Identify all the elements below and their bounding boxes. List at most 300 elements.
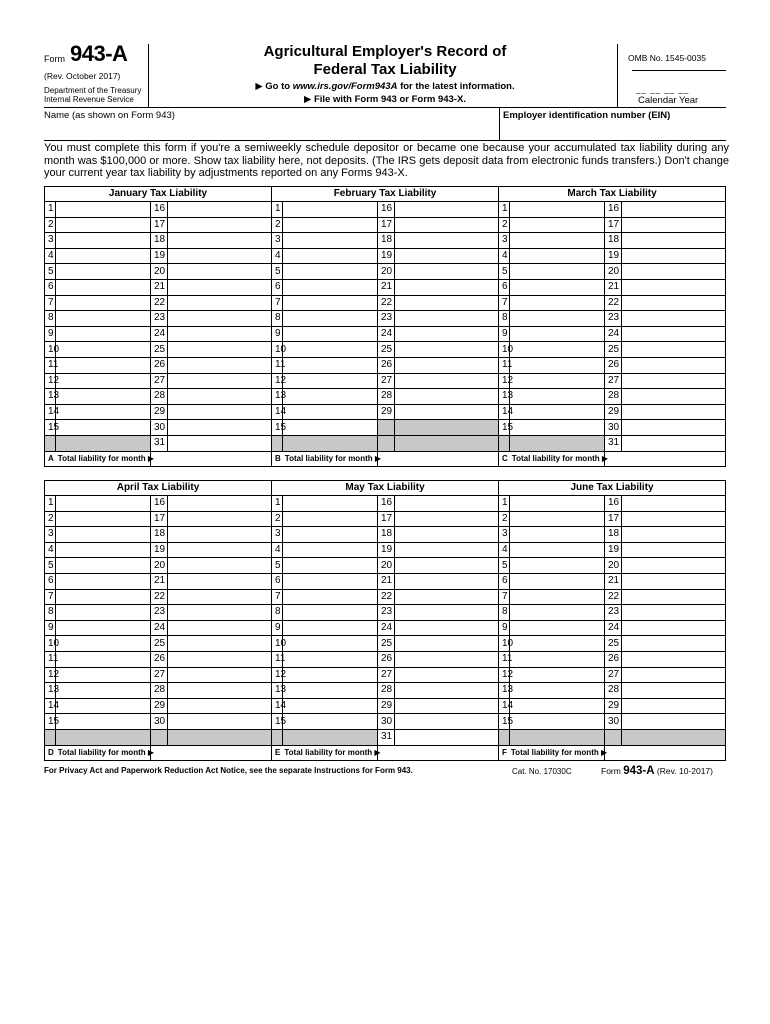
day-amount-field[interactable] [283, 511, 378, 527]
day-amount-field[interactable] [622, 496, 726, 512]
day-amount-field[interactable] [510, 620, 605, 636]
day-amount-field[interactable] [168, 217, 272, 233]
day-amount-field[interactable] [283, 698, 378, 714]
day-amount-field[interactable] [56, 326, 151, 342]
day-amount-field[interactable] [56, 357, 151, 373]
catalog-number: Cat. No. 17030C [512, 767, 572, 776]
day-amount-field[interactable] [622, 573, 726, 589]
total-amount-field[interactable] [378, 451, 499, 467]
day-amount-field[interactable] [622, 389, 726, 405]
day-amount-field[interactable] [168, 342, 272, 358]
day-amount-field[interactable] [283, 542, 378, 558]
day-amount-field[interactable] [395, 217, 499, 233]
day-amount-field[interactable] [168, 636, 272, 652]
day-amount-field[interactable] [510, 511, 605, 527]
day-row [499, 248, 726, 264]
day-number: 5 [45, 558, 56, 574]
day-number: 12 [45, 373, 56, 389]
day-amount-field[interactable] [283, 573, 378, 589]
day-amount-field[interactable] [283, 311, 378, 327]
total-amount-field[interactable] [151, 451, 272, 467]
day-amount-field[interactable] [395, 496, 499, 512]
form-title [200, 43, 570, 79]
total-letter: B [275, 453, 281, 463]
shaded-cell [395, 435, 499, 451]
day-number: 16 [605, 496, 622, 512]
day-row [45, 714, 272, 730]
day-amount-field[interactable] [395, 342, 499, 358]
day-amount-field[interactable] [622, 435, 726, 451]
day-amount-field[interactable] [168, 527, 272, 543]
name-label: Name (as shown on Form 943) [44, 110, 175, 121]
day-amount-field[interactable] [168, 404, 272, 420]
day-amount-field[interactable] [283, 683, 378, 699]
day-number: 3 [272, 233, 283, 249]
day-amount-field[interactable] [510, 651, 605, 667]
day-amount-field[interactable] [395, 389, 499, 405]
day-amount-field[interactable] [395, 558, 499, 574]
day-amount-field[interactable] [395, 295, 499, 311]
day-amount-field[interactable] [622, 233, 726, 249]
day-amount-field[interactable] [510, 311, 605, 327]
day-amount-field[interactable] [622, 605, 726, 621]
day-amount-field[interactable] [56, 217, 151, 233]
day-number: 6 [499, 573, 510, 589]
day-row [499, 542, 726, 558]
day-amount-field[interactable] [56, 589, 151, 605]
day-row [45, 729, 272, 745]
day-amount-field[interactable] [395, 620, 499, 636]
day-amount-field[interactable] [283, 217, 378, 233]
day-amount-field[interactable] [168, 605, 272, 621]
day-row [499, 496, 726, 512]
day-row [45, 295, 272, 311]
day-amount-field[interactable] [622, 683, 726, 699]
day-number: 3 [45, 233, 56, 249]
day-row [272, 542, 499, 558]
day-amount-field[interactable] [510, 496, 605, 512]
total-letter: F [502, 747, 507, 757]
total-amount-field[interactable] [151, 745, 272, 761]
day-amount-field[interactable] [168, 683, 272, 699]
day-amount-field[interactable] [56, 542, 151, 558]
day-amount-field[interactable] [56, 295, 151, 311]
day-row [272, 279, 499, 295]
day-amount-field[interactable] [510, 233, 605, 249]
day-amount-field[interactable] [283, 527, 378, 543]
day-amount-field[interactable] [56, 558, 151, 574]
day-amount-field[interactable] [395, 605, 499, 621]
day-amount-field[interactable] [510, 342, 605, 358]
service-name: Internal Revenue Service [44, 95, 134, 104]
day-amount-field[interactable] [510, 279, 605, 295]
day-amount-field[interactable] [395, 248, 499, 264]
day-amount-field[interactable] [622, 511, 726, 527]
department [44, 86, 164, 104]
day-amount-field[interactable] [168, 279, 272, 295]
day-amount-field[interactable] [622, 217, 726, 233]
day-number: 1 [499, 496, 510, 512]
day-row [499, 435, 726, 451]
day-amount-field[interactable] [56, 202, 151, 218]
day-number: 6 [272, 573, 283, 589]
day-amount-field[interactable] [622, 326, 726, 342]
day-amount-field[interactable] [622, 373, 726, 389]
day-amount-field[interactable] [168, 420, 272, 436]
month-header: May Tax Liability [272, 481, 499, 496]
day-amount-field[interactable] [168, 357, 272, 373]
day-number: 22 [151, 589, 168, 605]
day-row [45, 435, 272, 451]
day-amount-field[interactable] [395, 233, 499, 249]
footer-form-rev: (Rev. 10-2017) [656, 766, 713, 776]
day-number: 22 [378, 589, 395, 605]
day-number: 16 [151, 202, 168, 218]
day-amount-field[interactable] [283, 420, 378, 436]
day-amount-field[interactable] [510, 589, 605, 605]
day-number: 18 [378, 527, 395, 543]
day-amount-field[interactable] [622, 620, 726, 636]
day-amount-field[interactable] [395, 573, 499, 589]
day-amount-field[interactable] [56, 651, 151, 667]
day-amount-field[interactable] [283, 389, 378, 405]
day-amount-field[interactable] [283, 620, 378, 636]
day-amount-field[interactable] [56, 420, 151, 436]
day-amount-field[interactable] [622, 248, 726, 264]
day-amount-field[interactable] [395, 404, 499, 420]
day-amount-field[interactable] [622, 542, 726, 558]
day-row [45, 527, 272, 543]
day-number: 13 [272, 389, 283, 405]
day-number: 31 [605, 435, 622, 451]
day-amount-field[interactable] [395, 202, 499, 218]
day-row [45, 342, 272, 358]
day-number: 5 [272, 558, 283, 574]
day-amount-field[interactable] [510, 714, 605, 730]
day-amount-field[interactable] [168, 573, 272, 589]
day-amount-field[interactable] [510, 683, 605, 699]
day-amount-field[interactable] [168, 496, 272, 512]
day-amount-field[interactable] [283, 558, 378, 574]
day-amount-field[interactable] [283, 373, 378, 389]
day-amount-field[interactable] [510, 326, 605, 342]
day-amount-field[interactable] [56, 373, 151, 389]
day-row [45, 326, 272, 342]
day-row [272, 527, 499, 543]
day-amount-field[interactable] [395, 729, 499, 745]
day-number: 12 [272, 667, 283, 683]
day-amount-field[interactable] [56, 404, 151, 420]
day-number: 22 [151, 295, 168, 311]
day-row [499, 373, 726, 389]
day-amount-field[interactable] [56, 389, 151, 405]
day-number: 24 [605, 326, 622, 342]
day-amount-field[interactable] [168, 233, 272, 249]
day-row [272, 248, 499, 264]
day-number: 19 [151, 542, 168, 558]
ein-field[interactable] [503, 122, 725, 138]
day-number: 28 [151, 683, 168, 699]
day-amount-field[interactable] [168, 651, 272, 667]
day-amount-field[interactable] [622, 714, 726, 730]
day-row [272, 589, 499, 605]
day-number: 4 [499, 248, 510, 264]
day-amount-field[interactable] [56, 248, 151, 264]
day-amount-field[interactable] [168, 714, 272, 730]
day-amount-field[interactable] [56, 573, 151, 589]
day-amount-field[interactable] [168, 326, 272, 342]
day-amount-field[interactable] [395, 373, 499, 389]
day-amount-field[interactable] [168, 698, 272, 714]
total-label-text: Total liability for month ▶ [284, 747, 381, 757]
day-row [499, 620, 726, 636]
day-number: 17 [151, 217, 168, 233]
day-amount-field[interactable] [510, 573, 605, 589]
day-number: 16 [378, 202, 395, 218]
day-amount-field[interactable] [168, 435, 272, 451]
day-amount-field[interactable] [283, 636, 378, 652]
day-number: 8 [45, 605, 56, 621]
day-amount-field[interactable] [395, 698, 499, 714]
day-number: 5 [499, 558, 510, 574]
ein-label: Employer identification number (EIN) [503, 110, 671, 121]
day-number: 22 [378, 295, 395, 311]
day-amount-field[interactable] [283, 342, 378, 358]
day-amount-field[interactable] [283, 605, 378, 621]
day-amount-field[interactable] [395, 357, 499, 373]
day-number: 19 [605, 248, 622, 264]
day-amount-field[interactable] [168, 248, 272, 264]
day-amount-field[interactable] [510, 667, 605, 683]
day-amount-field[interactable] [168, 542, 272, 558]
day-row [272, 404, 499, 420]
day-amount-field[interactable] [283, 264, 378, 280]
day-number: 9 [45, 620, 56, 636]
day-number: 18 [378, 233, 395, 249]
day-amount-field[interactable] [56, 667, 151, 683]
day-amount-field[interactable] [283, 357, 378, 373]
day-amount-field[interactable] [56, 714, 151, 730]
day-amount-field[interactable] [56, 636, 151, 652]
day-number: 4 [45, 248, 56, 264]
day-amount-field[interactable] [283, 202, 378, 218]
day-amount-field[interactable] [56, 233, 151, 249]
day-amount-field[interactable] [56, 311, 151, 327]
day-amount-field[interactable] [283, 233, 378, 249]
day-number: 1 [45, 496, 56, 512]
day-amount-field[interactable] [622, 589, 726, 605]
name-field[interactable] [46, 122, 494, 138]
day-row [499, 667, 726, 683]
day-row [272, 326, 499, 342]
day-amount-field[interactable] [168, 202, 272, 218]
day-amount-field[interactable] [56, 496, 151, 512]
day-amount-field[interactable] [56, 264, 151, 280]
day-amount-field[interactable] [510, 373, 605, 389]
day-row [45, 620, 272, 636]
day-row [45, 542, 272, 558]
day-amount-field[interactable] [283, 295, 378, 311]
day-number: 9 [272, 326, 283, 342]
day-amount-field[interactable] [395, 651, 499, 667]
day-amount-field[interactable] [622, 279, 726, 295]
day-amount-field[interactable] [395, 589, 499, 605]
day-row [272, 698, 499, 714]
day-amount-field[interactable] [510, 636, 605, 652]
day-amount-field[interactable] [395, 542, 499, 558]
day-number: 16 [151, 496, 168, 512]
day-amount-field[interactable] [283, 248, 378, 264]
month-header: February Tax Liability [272, 187, 499, 202]
day-number: 11 [499, 651, 510, 667]
day-number: 25 [378, 636, 395, 652]
day-amount-field[interactable] [168, 558, 272, 574]
day-amount-field[interactable] [168, 264, 272, 280]
day-amount-field[interactable] [510, 404, 605, 420]
day-amount-field[interactable] [395, 667, 499, 683]
day-number: 30 [378, 714, 395, 730]
day-number: 2 [45, 217, 56, 233]
day-amount-field[interactable] [622, 342, 726, 358]
day-amount-field[interactable] [283, 404, 378, 420]
day-number: 19 [378, 542, 395, 558]
day-amount-field[interactable] [510, 264, 605, 280]
day-amount-field[interactable] [395, 683, 499, 699]
day-amount-field[interactable] [622, 404, 726, 420]
day-amount-field[interactable] [56, 605, 151, 621]
day-amount-field[interactable] [622, 357, 726, 373]
day-amount-field[interactable] [622, 527, 726, 543]
day-amount-field[interactable] [622, 636, 726, 652]
day-number: 26 [378, 357, 395, 373]
total-label [499, 745, 608, 761]
day-number: 23 [151, 311, 168, 327]
day-amount-field[interactable] [622, 558, 726, 574]
day-number: 27 [378, 667, 395, 683]
total-amount-field[interactable] [605, 745, 726, 761]
title-line-1: Agricultural Employer's Record of [263, 43, 507, 60]
day-amount-field[interactable] [622, 667, 726, 683]
calendar-year-blank[interactable]: __ __ __ __ [636, 85, 690, 94]
day-row [499, 342, 726, 358]
day-amount-field[interactable] [622, 698, 726, 714]
day-amount-field[interactable] [510, 605, 605, 621]
day-amount-field[interactable] [168, 620, 272, 636]
day-number: 14 [45, 404, 56, 420]
day-amount-field[interactable] [622, 264, 726, 280]
day-number: 14 [499, 404, 510, 420]
day-amount-field[interactable] [395, 714, 499, 730]
total-amount-field[interactable] [378, 745, 499, 761]
day-amount-field[interactable] [56, 511, 151, 527]
day-amount-field[interactable] [622, 651, 726, 667]
day-amount-field[interactable] [622, 420, 726, 436]
day-amount-field[interactable] [395, 311, 499, 327]
day-row [272, 573, 499, 589]
day-amount-field[interactable] [56, 342, 151, 358]
day-amount-field[interactable] [168, 373, 272, 389]
day-amount-field[interactable] [510, 248, 605, 264]
day-amount-field[interactable] [622, 295, 726, 311]
day-number: 20 [378, 264, 395, 280]
day-row [499, 527, 726, 543]
day-amount-field[interactable] [283, 667, 378, 683]
day-amount-field[interactable] [510, 558, 605, 574]
day-amount-field[interactable] [510, 389, 605, 405]
day-amount-field[interactable] [510, 357, 605, 373]
day-amount-field[interactable] [395, 527, 499, 543]
day-amount-field[interactable] [283, 496, 378, 512]
day-amount-field[interactable] [510, 527, 605, 543]
day-number: 13 [45, 389, 56, 405]
day-amount-field[interactable] [56, 279, 151, 295]
total-label-text: Total liability for month ▶ [511, 453, 609, 463]
day-amount-field[interactable] [168, 311, 272, 327]
day-row [499, 404, 726, 420]
day-amount-field[interactable] [56, 527, 151, 543]
day-number: 11 [45, 651, 56, 667]
day-amount-field[interactable] [56, 698, 151, 714]
day-amount-field[interactable] [510, 217, 605, 233]
day-amount-field[interactable] [395, 511, 499, 527]
day-number: 14 [45, 698, 56, 714]
day-number: 3 [499, 233, 510, 249]
day-amount-field[interactable] [395, 636, 499, 652]
day-number: 25 [605, 636, 622, 652]
day-amount-field[interactable] [56, 683, 151, 699]
goto-suffix: for the latest information. [397, 81, 515, 92]
day-amount-field[interactable] [510, 542, 605, 558]
day-amount-field[interactable] [622, 311, 726, 327]
day-row [272, 558, 499, 574]
day-amount-field[interactable] [168, 667, 272, 683]
day-amount-field[interactable] [168, 389, 272, 405]
day-amount-field[interactable] [283, 279, 378, 295]
day-amount-field[interactable] [510, 698, 605, 714]
day-number: 17 [151, 511, 168, 527]
day-number: 18 [605, 233, 622, 249]
day-amount-field[interactable] [395, 279, 499, 295]
day-amount-field[interactable] [510, 420, 605, 436]
day-amount-field[interactable] [283, 714, 378, 730]
day-amount-field[interactable] [168, 511, 272, 527]
goto-url[interactable]: www.irs.gov/Form943A [292, 81, 398, 92]
day-amount-field[interactable] [283, 651, 378, 667]
month-table [498, 186, 726, 467]
day-amount-field[interactable] [168, 589, 272, 605]
day-number: 28 [605, 683, 622, 699]
day-row [45, 558, 272, 574]
day-number: 4 [272, 248, 283, 264]
day-amount-field[interactable] [283, 326, 378, 342]
day-amount-field[interactable] [168, 295, 272, 311]
day-amount-field[interactable] [510, 202, 605, 218]
file-with-instruction: ▶ File with Form 943 or Form 943-X. [304, 94, 466, 105]
day-number: 10 [272, 636, 283, 652]
day-row [45, 357, 272, 373]
day-amount-field[interactable] [622, 202, 726, 218]
day-number: 14 [272, 404, 283, 420]
total-amount-field[interactable] [605, 451, 726, 467]
day-amount-field[interactable] [395, 264, 499, 280]
day-number: 20 [605, 558, 622, 574]
day-amount-field[interactable] [510, 295, 605, 311]
day-amount-field[interactable] [56, 620, 151, 636]
day-row [499, 558, 726, 574]
day-number: 27 [151, 667, 168, 683]
day-amount-field[interactable] [395, 326, 499, 342]
day-amount-field[interactable] [283, 589, 378, 605]
